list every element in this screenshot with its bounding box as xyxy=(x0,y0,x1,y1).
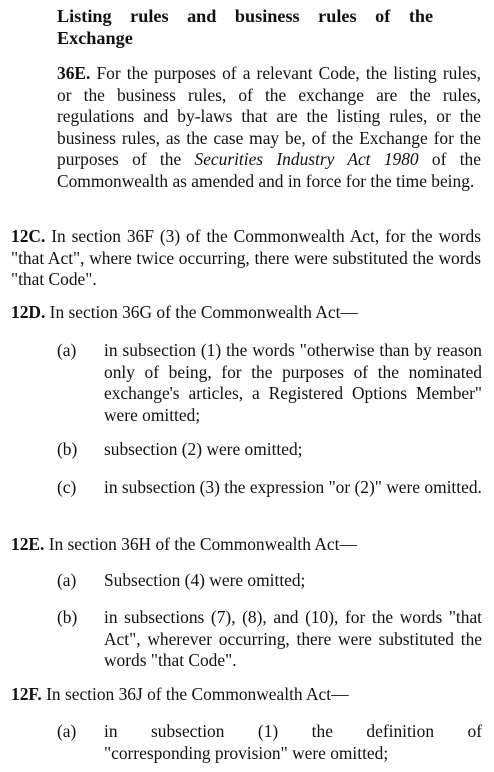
paragraph-12E-text: In section 36H of the Commonwealth Act— xyxy=(48,534,357,554)
paragraph-12E xyxy=(11,534,481,556)
item-text: in subsections (7), (8), and (10), for the words "that Act", wherever occurring, there were substituted the words "that Code". xyxy=(104,607,482,670)
list-item xyxy=(0,340,494,425)
section-number-12C: 12C. xyxy=(11,226,46,246)
item-text: in subsection (1) the words "otherwise than by reason only of being, for the purposes of the nominated exchange's articles, a Registered Options Member" were omitted; xyxy=(104,340,482,425)
section-number-12D: 12D. xyxy=(11,302,46,322)
paragraph-12D xyxy=(11,302,481,324)
item-label: (a) xyxy=(57,570,77,590)
item-text: in subsection (3) the expression "or (2)" were omitted. xyxy=(104,477,482,497)
act-title-italic: Securities Industry Act 1980 xyxy=(194,149,419,169)
item-label: (a) xyxy=(57,340,77,360)
list-item xyxy=(0,439,494,461)
paragraph-36E-text-end: of the Commonwealth as amended and in force for the time being. xyxy=(57,149,481,191)
paragraph-12C xyxy=(11,226,481,291)
item-label: (b) xyxy=(57,439,78,459)
item-label: (b) xyxy=(57,607,78,627)
list-item xyxy=(0,607,494,673)
list-item xyxy=(0,721,494,765)
paragraph-12F xyxy=(11,684,481,706)
paragraph-12F-text: In section 36J of the Commonwealth Act— xyxy=(46,684,349,704)
heading-line-2: Exchange xyxy=(57,28,133,48)
paragraph-12D-text: In section 36G of the Commonwealth Act— xyxy=(49,302,358,322)
item-text: Subsection (4) were omitted; xyxy=(104,570,306,590)
item-text: subsection (2) were omitted; xyxy=(104,439,303,459)
item-text xyxy=(104,721,482,764)
item-text-line-1: in subsection (1) the definition of xyxy=(104,721,482,741)
item-text-line-2: "corresponding provision" were omitted; xyxy=(104,742,389,763)
section-number-12E: 12E. xyxy=(11,534,45,554)
paragraph-36E xyxy=(57,63,481,192)
section-heading xyxy=(57,5,481,49)
item-label: (a) xyxy=(57,721,77,741)
list-item xyxy=(0,477,494,521)
section-number-12F: 12F. xyxy=(11,684,42,704)
section-number-36E: 36E. xyxy=(57,63,91,83)
heading-line-1: Listing rules and business rules of the xyxy=(57,6,434,26)
item-label: (c) xyxy=(57,477,77,497)
paragraph-36E-text: For the purposes of a relevant Code, the listing rules, or the business rules, of the exchange are the rules, regulations and by-laws that are the listing rules, or the business rules, as the case may be, of the Exchange for the purposes of the xyxy=(57,63,481,169)
list-item xyxy=(0,570,494,592)
paragraph-12C-text: In section 36F (3) of the Commonwealth Act, for the words "that Act", where twice occurring, there were substituted the words "that Code". xyxy=(11,226,481,289)
